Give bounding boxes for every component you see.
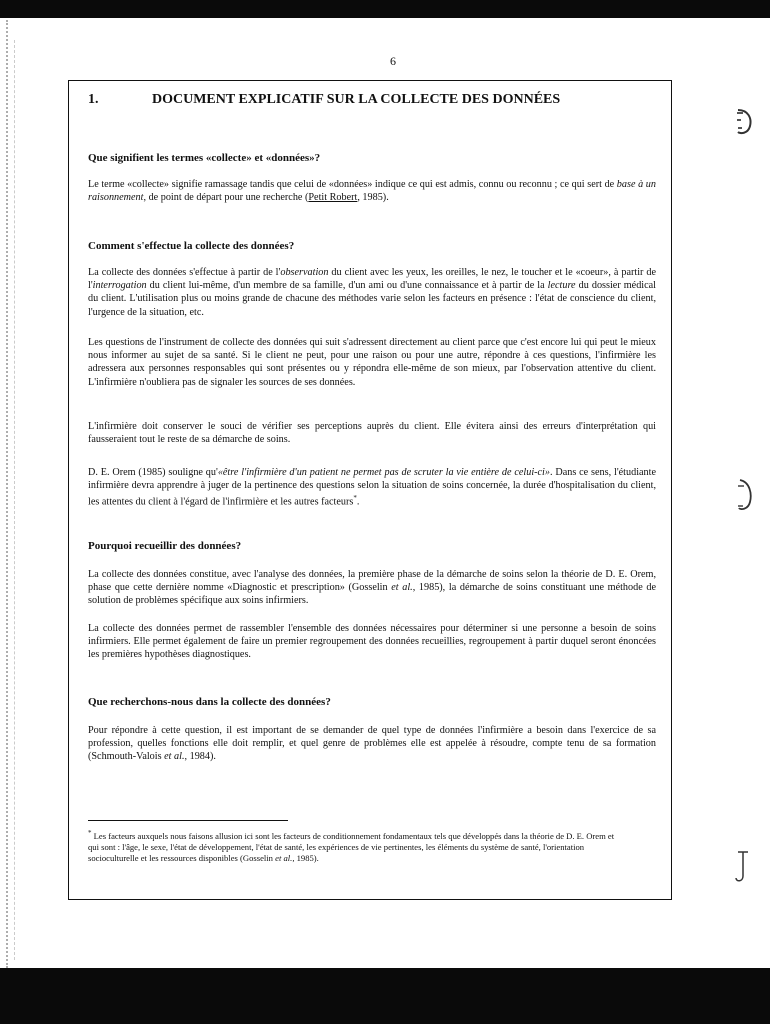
section-paragraph [88, 266, 656, 319]
section-paragraph [88, 178, 656, 204]
section-heading: Que recherchons-nous dans la collecte des données? [88, 696, 331, 708]
text-run: du client lui-même, d'un membre de sa famille, d'un ami ou d'une connaissance et à partir de la [146, 280, 548, 292]
italic-run: observation [280, 267, 329, 278]
section-paragraph [88, 622, 656, 662]
text-run: Le terme «collecte» signifie ramassage tandis que celui de «données» indique ce qui est admis, connu ou reconnu ; ce qui sert de [88, 179, 617, 190]
title-number: 1. [88, 92, 99, 107]
page-number: 6 [390, 54, 396, 68]
section-paragraph [88, 336, 656, 389]
italic-run: lecture [547, 280, 576, 292]
binding-edge-inner [14, 40, 17, 960]
punch-hole-top [734, 108, 754, 136]
punch-hole-middle [734, 478, 754, 512]
text-run: , de point de départ pour une recherche ( [143, 192, 309, 204]
section-heading: Que signifient les termes «collecte» et «données»? [88, 152, 321, 164]
footnote-marker: * [353, 494, 357, 503]
text-run: , 1985), la démarche de soins constituant une méthode de solution de problèmes spécifique aux soins infirmiers. [88, 582, 656, 607]
italic-run: interrogation [92, 280, 147, 292]
document-body [88, 92, 657, 763]
text-run: . [356, 496, 360, 508]
scan-bottom-border [0, 968, 770, 1024]
italic-run: base à un raisonnement [88, 179, 656, 204]
text-run: Pour répondre à cette question, il est important de se demander de quel type de données l'infirmière a besoin dans l'exercice de sa profession, quelles fonctions elle doit remplir, et quel genre de problèmes elle est appelée à résoudre, compte tenu de sa formation (Schmouth-Valois [88, 725, 656, 763]
section-paragraph [88, 568, 656, 608]
section-paragraph [88, 420, 656, 446]
section-paragraph [88, 724, 656, 764]
title-text: DOCUMENT EXPLICATIF SUR LA COLLECTE DES DONNÉES [152, 92, 561, 107]
italic-run: et al. [164, 751, 185, 763]
footnote-rule [88, 820, 288, 821]
text-run: du dossier médical du client. L'utilisation plus ou moins grande de chacune des méthodes varie selon les facteurs en présence : l'état de conscience du client, l'urgence de la situation, etc. [88, 280, 656, 318]
text-run: , 1984). [184, 751, 216, 763]
italic-run: «être l'infirmière d'un patient ne permet pas de scruter la vie entière de celui-ci» [217, 467, 550, 478]
text-run: . Dans ce sens, l'étudiante infirmière devra apprendre à juger de la pertinence des questions selon la situation de soins concernée, la durée d'hospitalisation du client, les attentes du client à l'égard de l'infirmière et les autres facteurs [88, 467, 656, 508]
text-run: du client avec les yeux, les oreilles, le nez, le toucher et le «coeur», à partir de l' [88, 267, 657, 292]
text-run: , 1985). [292, 853, 319, 864]
section-paragraph [88, 466, 656, 509]
text-run: L'infirmière doit conserver le souci de vérifier ses perceptions auprès du client. Elle évitera ainsi des erreurs d'interprétation qui fausseraient tout le reste de sa démarche de soins. [88, 421, 656, 446]
scan-top-border [0, 0, 770, 18]
footnote-marker: * [88, 829, 92, 837]
punch-hole-bottom [732, 850, 754, 884]
text-run: Les facteurs auxquels nous faisons allusion ici sont les facteurs de conditionnement fondamentaux tels que développés dans la théorie de D. E. Orem et qui sont : l'âge, le sexe, l'état de développement, l'état de santé, les expériences de vie pertinentes, les éléments du système de santé, l'orientation socioculturelle et les ressources disponibles (Gosselin [88, 830, 615, 864]
text-run: La collecte des données permet de rassembler l'ensemble des données nécessaires pour déterminer si une personne a besoin de soins infirmiers. Elle permet également de faire un premier regroupement des données recueillies, regroupement à partir duquel seront énoncées les premières hypothèses diagnostiques. [88, 623, 656, 661]
document-title [88, 92, 656, 108]
text-run: D. E. Orem (1985) souligne qu' [88, 467, 218, 478]
section-heading: Comment s'effectue la collecte des données? [88, 240, 295, 252]
text-run: , 1985). [357, 192, 389, 204]
italic-run: et al. [275, 853, 293, 864]
section-heading: Pourquoi recueillir des données? [88, 540, 242, 552]
italic-run: et al. [391, 582, 413, 594]
text-run: Les questions de l'instrument de collecte des données qui suit s'adressent directement au client parce que c'est encore lui qui peut le mieux nous informer au sujet de sa santé. Si le client ne peut, pour une raison ou pour une autre, répondre à ces questions, l'infirmière les adressera aux personnes responsables qui sont présentes ou y répondra elle-même de son mieux, par l'observation attentive du client. L'infirmière n'oubliera pas de signaler les sources de ses données. [88, 337, 656, 388]
underlined-run: Petit Robert [308, 192, 358, 204]
footnote [88, 828, 618, 864]
text-run: La collecte des données s'effectue à partir de l' [88, 267, 281, 278]
text-run: La collecte des données constitue, avec l'analyse des données, la première phase de la démarche de soins selon la théorie de D. E. Orem, phase que cette dernière nomme «Diagnostic et prescription» (Gosselin [88, 569, 656, 594]
